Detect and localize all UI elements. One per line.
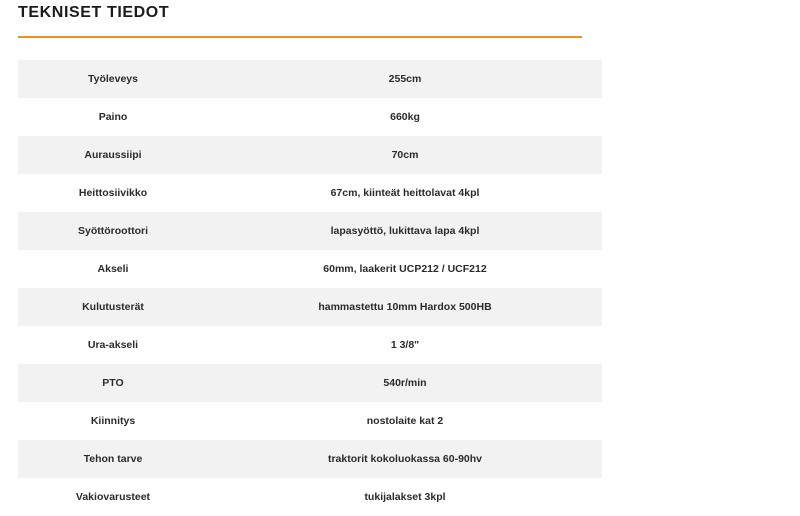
spec-label: Auraussiipi [84, 148, 142, 161]
spec-value: 67cm, kiinteät heittolavat 4kpl [330, 186, 480, 199]
table-row [18, 174, 602, 212]
spec-label: Työleveys [87, 72, 138, 85]
spec-value: nostolaite kat 2 [366, 414, 444, 427]
spec-label: Ura-akseli [87, 338, 139, 351]
spec-label: Heittosiivikko [78, 186, 148, 199]
table-row [18, 250, 602, 288]
table-row [18, 326, 602, 364]
spec-value: lapasyöttö, lukittava lapa 4kpl [330, 224, 480, 237]
spec-label: Kulutusterät [82, 300, 144, 313]
table-row [18, 212, 602, 250]
spec-value: 255cm [388, 72, 422, 85]
table-row [18, 440, 602, 478]
table-row [18, 60, 602, 98]
spec-label: Paino [98, 110, 128, 123]
specs-table-body [18, 60, 602, 516]
technical-specs-table [18, 60, 602, 516]
spec-label: Vakiovarusteet [75, 490, 151, 503]
table-row [18, 136, 602, 174]
spec-label: Tehon tarve [83, 452, 143, 465]
spec-value: traktorit kokoluokassa 60-90hv [327, 452, 483, 465]
title-underline-rule [18, 36, 582, 38]
table-row [18, 402, 602, 440]
spec-value: 660kg [390, 110, 420, 123]
spec-value: 1 3/8" [390, 338, 420, 351]
table-row [18, 98, 602, 136]
page-title: TEKNISET TIEDOT [18, 4, 170, 21]
spec-label: PTO [102, 376, 124, 389]
table-row [18, 364, 602, 402]
spec-value: 60mm, laakerit UCP212 / UCF212 [323, 262, 487, 275]
table-row [18, 478, 602, 516]
spec-label: Akseli [97, 262, 129, 275]
spec-value: hammastettu 10mm Hardox 500HB [318, 300, 492, 313]
table-row [18, 288, 602, 326]
spec-label: Syöttöroottori [78, 224, 148, 237]
spec-label: Kiinnitys [90, 414, 136, 427]
spec-value: tukijalakset 3kpl [364, 490, 446, 503]
spec-value: 540r/min [383, 376, 427, 389]
spec-value: 70cm [391, 148, 419, 161]
